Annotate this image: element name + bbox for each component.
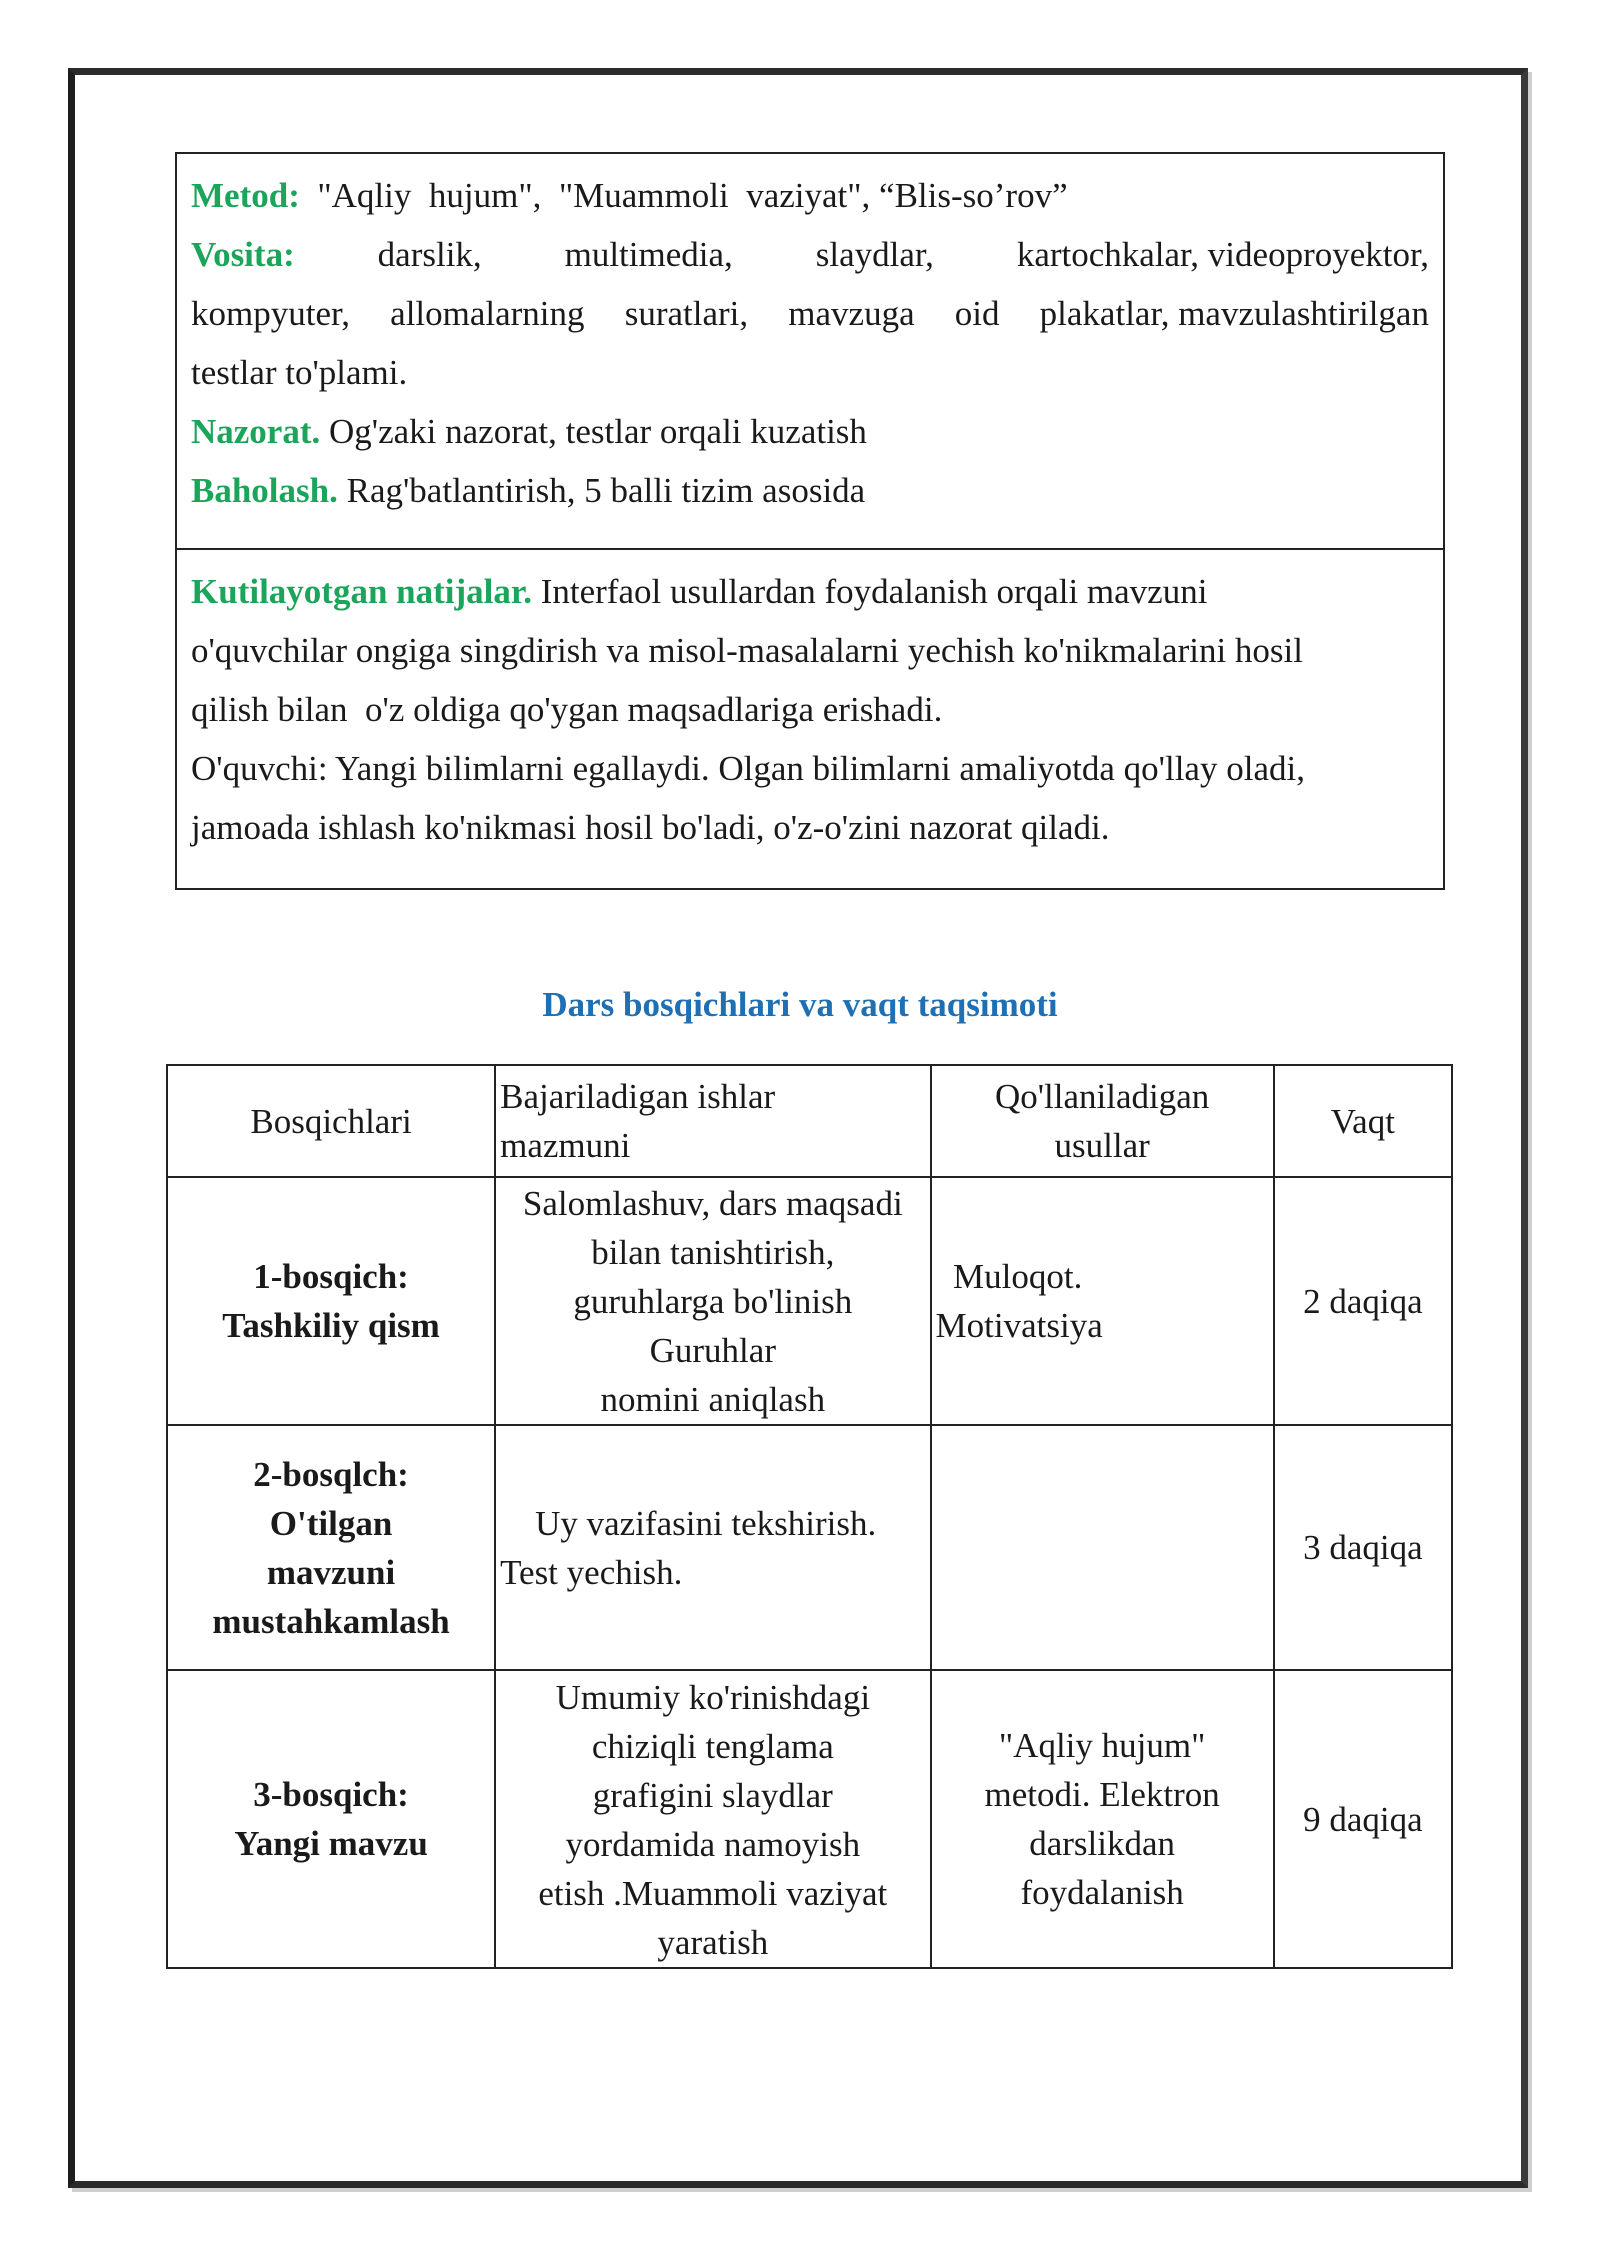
vosita-line-2 (191, 284, 1429, 343)
header-cell-content: Bajariladigan ishlar mazmuni (495, 1065, 930, 1177)
vosita-word: mavzuga (788, 294, 915, 333)
vosita-word: kompyuter, (191, 294, 350, 333)
methods-cell (931, 1425, 1274, 1670)
expected-results-section (177, 550, 1443, 888)
nazorat-text: Og'zaki nazorat, testlar orqali kuzatish (320, 412, 867, 451)
nazorat-label: Nazorat. (191, 412, 321, 451)
vosita-word: slaydlar, (815, 235, 934, 274)
vosita-word: multimedia, (564, 235, 733, 274)
vosita-word: oid (954, 294, 1000, 333)
lesson-stages-table (166, 1064, 1453, 1969)
time-cell: 2 daqiqa (1274, 1177, 1452, 1425)
table-row (167, 1177, 1452, 1425)
natijalar-line-5: jamoada ishlash ko'nikmasi hosil bo'ladi, o'z-o'zini nazorat qiladi. (191, 808, 1110, 847)
metod-label: Metod: (191, 176, 300, 215)
vosita-line-3: testlar to'plami. (191, 353, 408, 392)
table-header-row (167, 1065, 1452, 1177)
natijalar-line-2: o'quvchilar ongiga singdirish va misol-masalalarni yechish ko'nikmalarini hosil (191, 631, 1303, 670)
baholash-label: Baholash. (191, 471, 338, 510)
content-cell: Salomlashuv, dars maqsadi bilan tanishtirish, guruhlarga bo'linish Guruhlar nomini aniqlash (495, 1177, 930, 1425)
metod-text: "Aqliy hujum", "Muammoli vaziyat", “Blis-so’rov” (317, 176, 1068, 215)
stage-cell: 2-bosqlch: O'tilgan mavzuni mustahkamlash (167, 1425, 495, 1670)
nazorat-line (191, 402, 1429, 461)
header-cell-time: Vaqt (1274, 1065, 1452, 1177)
methods-tools-section (177, 154, 1443, 550)
metod-line (191, 166, 1429, 225)
baholash-line (191, 461, 1429, 520)
vosita-word: allomalarning (390, 294, 585, 333)
vosita-label: Vosita: (191, 235, 295, 274)
natijalar-line-4: O'quvchi: Yangi bilimlarni egallaydi. Olgan bilimlarni amaliyotda qo'llay oladi, (191, 749, 1305, 788)
natijalar-line-1 (191, 562, 1429, 621)
vosita-line-1 (191, 225, 1429, 284)
natijalar-text: Interfaol usullardan foydalanish orqali mavzuni (531, 572, 1208, 611)
table-row (167, 1425, 1452, 1670)
methods-cell: "Aqliy hujum" metodi. Elektron darslikdan foydalanish (931, 1670, 1274, 1968)
section-title: Dars bosqichlari va vaqt taqsimoti (542, 985, 1058, 1024)
baholash-text: Rag'batlantirish, 5 balli tizim asosida (337, 471, 866, 510)
vosita-word: plakatlar, mavzulashtirilgan (1039, 294, 1429, 333)
vosita-word: suratlari, (624, 294, 749, 333)
vosita-word: darslik, (377, 235, 482, 274)
stage-cell: 3-bosqich: Yangi mavzu (167, 1670, 495, 1968)
content-cell: Uy vazifasini tekshirish. Test yechish. (495, 1425, 930, 1670)
natijalar-line-3: qilish bilan o'z oldiga qo'ygan maqsadlariga erishadi. (191, 690, 943, 729)
natijalar-label: Kutilayotgan natijalar. (191, 572, 532, 611)
vosita-word: kartochkalar, videoproyektor, (1016, 235, 1429, 274)
time-cell: 9 daqiqa (1274, 1670, 1452, 1968)
content-cell: Umumiy ko'rinishdagi chiziqli tenglama grafigini slaydlar yordamida namoyish etish .Muammoli vaziyat yaratish (495, 1670, 930, 1968)
methods-cell: Muloqot. Motivatsiya (931, 1177, 1274, 1425)
time-cell: 3 daqiqa (1274, 1425, 1452, 1670)
table-row (167, 1670, 1452, 1968)
lesson-info-box (175, 152, 1445, 890)
header-cell-methods: Qo'llaniladigan usullar (931, 1065, 1274, 1177)
header-cell-stages: Bosqichlari (167, 1065, 495, 1177)
stage-cell: 1-bosqich: Tashkiliy qism (167, 1177, 495, 1425)
